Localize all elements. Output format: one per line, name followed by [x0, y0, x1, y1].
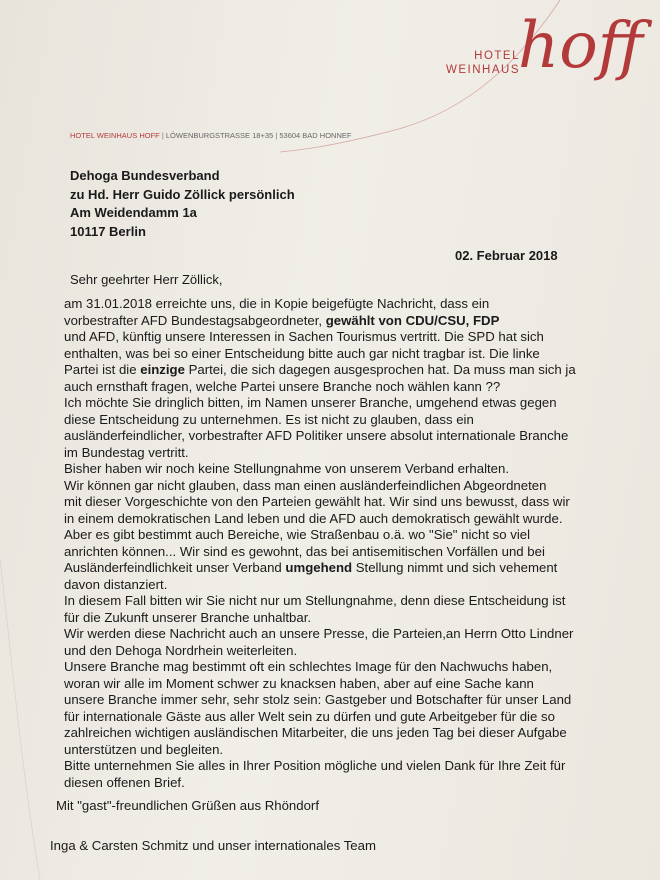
body-line: am 31.01.2018 erreichte uns, die in Kopie beigefügte Nachricht, dass ein	[64, 296, 490, 311]
body-text: Stellung nimmt und sich vehement	[352, 560, 558, 575]
sender-address-line	[70, 131, 630, 140]
sender-name: HOTEL WEINHAUS HOFF	[70, 131, 160, 140]
letter-date: 02. Februar 2018	[455, 248, 558, 263]
logo-hotel-text: HOTEL	[474, 50, 520, 62]
body-emphasis: gewählt von CDU/CSU, FDP	[325, 312, 500, 328]
body-line: davon distanziert.	[64, 576, 168, 592]
body-line: in einem demokratischen Land leben und die AFD auch demokratisch gewählt wurde.	[64, 510, 563, 526]
recipient-address	[70, 167, 295, 241]
logo-weinhaus-text: WEINHAUS	[446, 64, 520, 76]
body-line: unterstützen und begleiten.	[64, 741, 224, 757]
body-line: und den Dehoga Nordrhein weiterleiten.	[64, 642, 298, 658]
recipient-line: Dehoga Bundesverband	[70, 168, 220, 183]
body-line: diese Entscheidung zu unternehmen. Es ist nicht zu glauben, dass ein	[64, 411, 474, 427]
body-line: im Bundestag vertritt.	[64, 444, 189, 460]
body-line: unsere Branche immer sehr, sehr stolz sein: Gastgeber und Botschafter für unser Land	[64, 692, 572, 707]
sender-city: 53604 BAD HONNEF	[279, 131, 352, 140]
body-line: anrichten können... Wir sind es gewohnt, das bei antisemitischen Vorfällen und bei	[64, 543, 545, 559]
body-text: Partei, die sich dagegen ausgesprochen hat. Da muss man sich ja	[184, 362, 576, 377]
body-line: zahlreichen wichtigen ausländischen Mitarbeiter, die uns jeden Tag bei dieser Aufgabe	[64, 725, 567, 740]
recipient-line: Am Weidendamm 1a	[70, 205, 197, 220]
body-line	[64, 313, 644, 330]
body-line	[64, 560, 644, 577]
body-line: enthalten, was bei so einer Entscheidung bitte auch gar nicht tragbar ist. Die linke	[64, 345, 540, 361]
body-line: In diesem Fall bitten wir Sie nicht nur um Stellungnahme, denn diese Entscheidung ist	[64, 593, 566, 608]
body-line: Aber es gibt bestimmt auch Bereiche, wie Straßenbau o.ä. wo "Sie" nicht so viel	[64, 527, 531, 542]
body-line: Bisher haben wir noch keine Stellungnahme von unserem Verband erhalten.	[64, 461, 509, 476]
recipient-line: zu Hd. Herr Guido Zöllick persönlich	[70, 186, 295, 202]
body-line: mit dieser Vorgeschichte von den Parteien gewählt hat. Wir sind uns bewusst, dass wir	[64, 494, 570, 509]
salutation: Sehr geehrter Herr Zöllick,	[70, 272, 223, 287]
body-emphasis: einzige	[140, 362, 185, 377]
body-line	[64, 362, 644, 379]
body-line: Bitte unternehmen Sie alles in Ihrer Position mögliche und vielen Dank für Ihre Zeit für	[64, 758, 566, 773]
body-line: Unsere Branche mag bestimmt oft ein schlechtes Image für den Nachwuchs haben,	[64, 659, 553, 674]
separator: |	[275, 131, 280, 140]
body-text: Ausländerfeindlichkeit unser Verband	[64, 560, 286, 575]
body-line: Ich möchte Sie dringlich bitten, im Namen unserer Branche, umgehend etwas gegen	[64, 395, 557, 410]
closing-greeting: Mit "gast"-freundlichen Grüßen aus Rhöndorf	[56, 798, 319, 813]
body-line: für die Zukunft unserer Branche unhaltbar.	[64, 609, 312, 625]
separator: |	[161, 131, 166, 140]
body-line: ausländerfeindlicher, vorbestrafter AFD Politiker unsere absolut internationale Branche	[64, 428, 569, 443]
recipient-line: 10117 Berlin	[70, 223, 146, 239]
hotel-logo	[430, 8, 650, 118]
body-line: und AFD, künftig unsere Interessen in Sachen Tourismus vertritt. Die SPD hat sich	[64, 329, 544, 344]
body-text: Partei ist die	[64, 362, 141, 377]
body-emphasis: umgehend	[285, 560, 353, 575]
body-text: vorbestrafter AFD Bundestagsabgeordneter,	[64, 312, 326, 328]
letter-body	[64, 296, 644, 791]
body-line: für internationale Gäste aus aller Welt sein zu dürfen und gute Arbeitgeber für die so	[64, 708, 555, 724]
body-line: Wir können gar nicht glauben, dass man einen ausländerfeindlichen Abgeordneten	[64, 477, 547, 493]
body-line: Wir werden diese Nachricht auch an unsere Presse, die Parteien,an Herrn Otto Lindner	[64, 626, 574, 641]
body-line: woran wir alle im Moment schwer zu knacksen haben, aber auf eine Sache kann	[64, 675, 534, 691]
sender-street: LÖWENBURGSTRASSE 18+35	[165, 131, 274, 140]
signature: Inga & Carsten Schmitz und unser internationales Team	[50, 838, 376, 853]
logo-script-text: hoff	[518, 9, 644, 83]
body-line: auch ernsthaft fragen, welche Partei unsere Branche noch wählen kann ??	[64, 378, 501, 394]
body-line: diesen offenen Brief.	[64, 774, 185, 790]
